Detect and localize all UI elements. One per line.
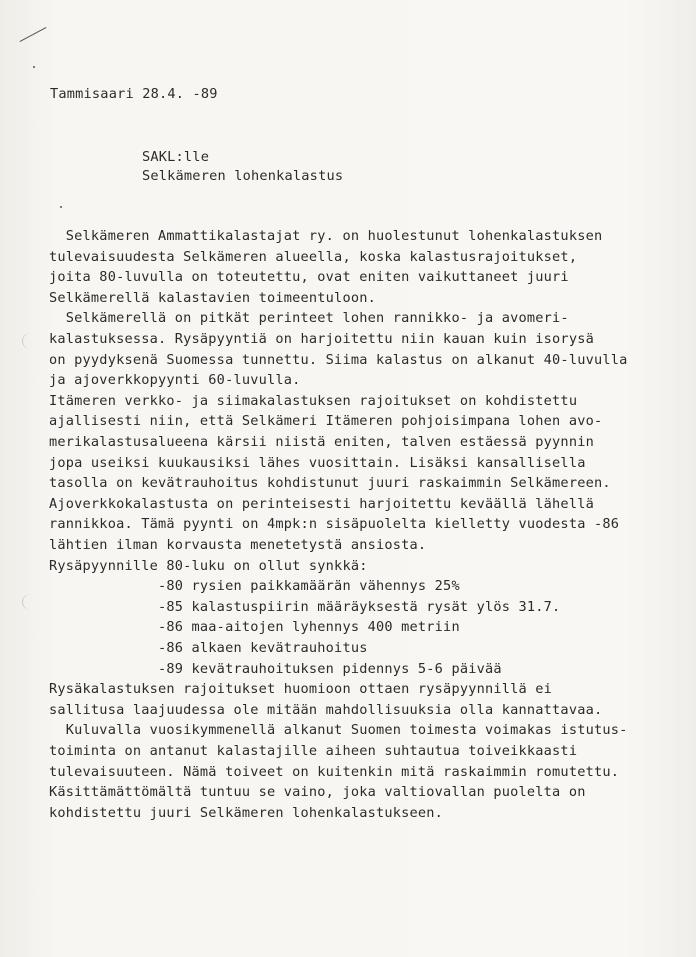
body-line: Selkämerellä kalastavien toimeentuloon. (49, 289, 376, 306)
body-line: tulevaisuudesta Selkämeren alueella, koska kalastusrajoitukset, (49, 248, 578, 265)
body-line: -86 alkaen kevätrauhoitus (49, 640, 368, 656)
body-line: kalastuksessa. Rysäpyyntiä on harjoitettu niin kauan kuin isorysä (49, 331, 594, 347)
body-line: Selkämeren Ammattikalastajat ry. on huolestunut lohenkalastuksen (49, 228, 603, 244)
place-date: Tammisaari 28.4. -89 (50, 86, 218, 102)
body-line: Käsittämättömältä tuntuu se vaino, joka valtiovallan puolelta on (49, 784, 586, 801)
punch-hole (22, 333, 39, 349)
body-line: Kuluvalla vuosikymmenellä alkanut Suomen toimesta voimakas istutus- (49, 722, 628, 739)
body-line: tasolla on kevätrauhoitus kohdistunut juuri raskaimmin Selkämereen. (49, 475, 611, 492)
body-line: -89 kevätrauhoituksen pidennys 5-6 päivää (49, 660, 502, 677)
recipient: SAKL:lle (142, 149, 210, 165)
body-line: merikalastusalueena kärsii niistä eniten, talven estäessä pyynnin (49, 434, 594, 450)
body-line: Rysäkalastuksen rajoitukset huomioon ottaen rysäpyynnillä ei (49, 681, 553, 698)
body-line: ja ajoverkkopyynti 60-luvulla. (49, 372, 301, 389)
body-line: -86 maa-aitojen lyhennys 400 metriin (49, 619, 460, 636)
body-line: rannikkoa. Tämä pyynti on 4mpk:n sisäpuolelta kielletty vuodesta -86 (49, 516, 620, 533)
body-line: -85 kalastuspiirin määräyksestä rysät ylös 31.7. (49, 598, 561, 615)
punch-hole (22, 594, 39, 610)
letter-body (49, 228, 649, 828)
body-line: ajallisesti niin, että Selkämeri Itämeren pohjoisimpana lohen avo- (49, 413, 603, 430)
body-line: joita 80-luvulla on toteutettu, ovat eniten vaikuttaneet juuri (49, 269, 569, 286)
pen-mark (20, 27, 47, 42)
body-line: on pyydyksenä Suomessa tunnettu. Siima kalastus on alkanut 40-luvulla (49, 351, 628, 368)
body-line: Rysäpyynnille 80-luku on ollut synkkä: (49, 557, 368, 574)
pen-dot (33, 66, 35, 68)
body-line: tulevaisuuteen. Nämä toiveet on kuitenkin mitä raskaimmin romutettu. (49, 763, 620, 780)
body-line: Selkämerellä on pitkät perinteet lohen rannikko- ja avomeri- (49, 310, 569, 327)
body-line: jopa useiksi kuukausiksi lähes vuosittain. Lisäksi kansallisella (49, 454, 586, 471)
body-line: kohdistettu juuri Selkämeren lohenkalastukseen. (49, 804, 444, 821)
body-line: -80 rysien paikkamäärän vähennys 25% (49, 578, 460, 595)
body-line: toiminta on antanut kalastajille aiheen suhtautua toiveikkaasti (49, 743, 578, 759)
pen-dot (60, 206, 62, 208)
body-line: Itämeren verkko- ja siimakalastuksen rajoitukset on kohdistettu (49, 392, 578, 409)
subject: Selkämeren lohenkalastus (142, 168, 344, 184)
body-line: sallitusa laajuudessa ole mitään mahdollisuuksia olla kannattavaa. (49, 701, 603, 718)
body-line: lähtien ilman korvausta menetetystä ansiosta. (49, 537, 427, 553)
body-line: Ajoverkkokalastusta on perinteisesti harjoitettu keväällä lähellä (49, 495, 594, 512)
